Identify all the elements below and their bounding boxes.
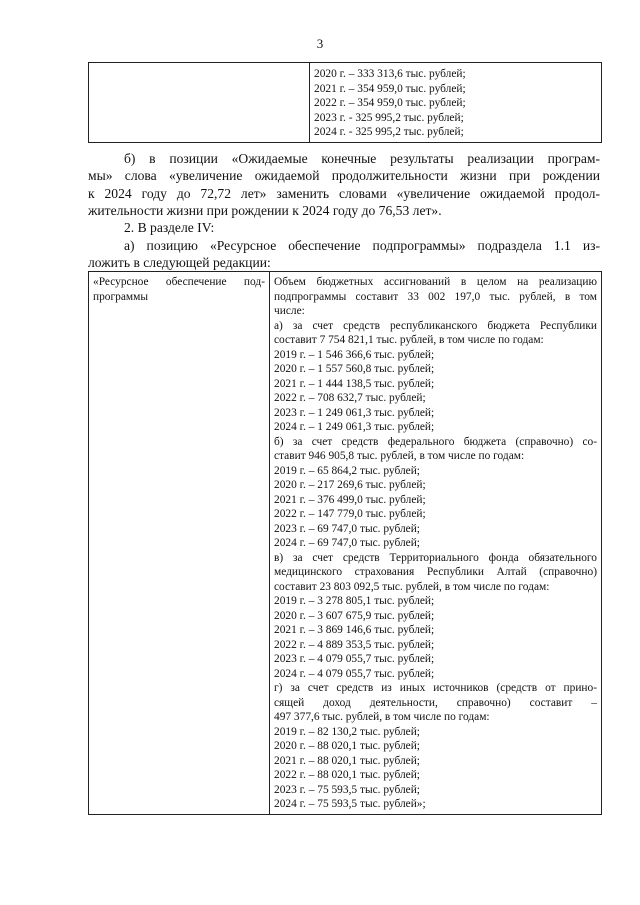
resource-line: б) за счет средств федерального бюджета (справочно) со- [274,435,597,448]
resource-line: 2020 г. – 88 020,1 тыс. рублей; [274,740,420,752]
resource-line: 2024 г. – 69 747,0 тыс. рублей; [274,537,420,549]
page-number: 3 [316,36,324,51]
resource-line: 2022 г. – 147 779,0 тыс. рублей; [274,508,426,520]
resource-line: 2021 г. – 88 020,1 тыс. рублей; [274,754,420,767]
resource-table [88,271,602,815]
resource-line: 2021 г. – 1 444 138,5 тыс. рублей; [274,377,435,390]
paragraph-line: а) позицию «Ресурсное обеспечение подпрограммы» подраздела 1.1 из- [124,238,600,253]
section-heading-text: 2. В разделе IV: [124,220,215,235]
resource-line: а) за счет средств республиканского бюджета Республики [274,319,597,332]
resource-line: составит 23 803 092,5 тыс. рублей, в том числе по годам: [274,580,550,593]
resource-line: 2019 г. – 82 130,2 тыс. рублей; [274,725,420,738]
resource-line: ставит 946 905,8 тыс. рублей, в том числе по годам: [274,450,525,462]
resource-line: 2020 г. – 3 607 675,9 тыс. рублей; [274,609,435,622]
paragraph-line: мы» слова «увеличение ожидаемой продолжительности жизни при рождении [88,168,600,184]
resource-line: сящей доход деятельности, справочно) составит – [274,696,597,709]
top-table-line: 2023 г. - 325 995,2 тыс. рублей; [314,111,464,124]
paragraph-line: к 2024 году до 72,72 лет» заменить словами «увеличение ожидаемой продол- [88,185,600,201]
resource-line: 2020 г. – 1 557 560,8 тыс. рублей; [274,363,435,375]
resource-line: 2020 г. – 217 269,6 тыс. рублей; [274,479,426,491]
resource-line: 2024 г. – 4 079 055,7 тыс. рублей; [274,667,435,680]
paragraph-b [88,150,600,219]
resource-line: 2022 г. – 708 632,7 тыс. рублей; [274,392,426,404]
paragraph-line: б) в позиции «Ожидаемые конечные результаты реализации програм- [124,151,600,166]
resource-line: 2024 г. – 75 593,5 тыс. рублей»; [274,798,426,810]
resource-line: числе: [274,305,305,317]
resource-table-left-cell [89,272,270,815]
resource-table-label-line: программы [93,290,148,303]
resource-line: Объем бюджетных ассигнований в целом на реализацию [274,276,597,288]
resource-line: 497 377,6 тыс. рублей, в том числе по годам: [274,711,490,723]
resource-table-right-cell [270,272,602,815]
top-table-right-cell [310,63,602,143]
resource-line: 2019 г. – 1 546 366,6 тыс. рублей; [274,348,435,361]
top-table-line: 2020 г. – 333 313,6 тыс. рублей; [314,68,466,80]
resource-line: 2024 г. – 1 249 061,3 тыс. рублей; [274,421,435,433]
paragraph-line: ложить в следующей редакции: [88,255,271,271]
resource-line: 2022 г. – 88 020,1 тыс. рублей; [274,769,420,781]
paragraph-a [88,237,600,272]
resource-line: медицинского страхования Республики Алтай (справочно) [274,566,597,578]
top-table-line: 2022 г. – 354 959,0 тыс. рублей; [314,97,466,109]
paragraph-line: жительности жизни при рождении к 2024 году до 76,53 лет». [88,202,442,218]
top-table-line: 2021 г. – 354 959,0 тыс. рублей; [314,82,466,95]
section-heading [88,219,600,236]
resource-line: 2021 г. – 376 499,0 тыс. рублей; [274,493,426,506]
resource-line: 2023 г. – 4 079 055,7 тыс. рублей; [274,653,435,665]
resource-line: 2019 г. – 65 864,2 тыс. рублей; [274,464,420,477]
resource-line: 2023 г. – 1 249 061,3 тыс. рублей; [274,406,435,419]
resource-line: 2022 г. – 4 889 353,5 тыс. рублей; [274,638,435,651]
resource-line: г) за счет средств из иных источников (средств от прино- [274,682,597,694]
resource-line: 2023 г. – 75 593,5 тыс. рублей; [274,783,420,796]
resource-line: 2019 г. – 3 278 805,1 тыс. рублей; [274,595,435,607]
top-table [88,62,602,143]
resource-line: подпрограммы составит 33 002 197,0 тыс. рублей, в том [274,290,597,303]
resource-line: 2023 г. – 69 747,0 тыс. рублей; [274,522,420,535]
top-table-left-cell [89,63,310,143]
resource-line: 2021 г. – 3 869 146,6 тыс. рублей; [274,624,435,636]
top-table-line: 2024 г. - 325 995,2 тыс. рублей; [314,126,464,138]
resource-table-label-line: «Ресурсное обеспечение под- [93,276,265,288]
resource-line: в) за счет средств Территориального фонда обязательного [274,551,597,564]
resource-line: составит 7 754 821,1 тыс. рублей, в том числе по годам: [274,334,544,346]
